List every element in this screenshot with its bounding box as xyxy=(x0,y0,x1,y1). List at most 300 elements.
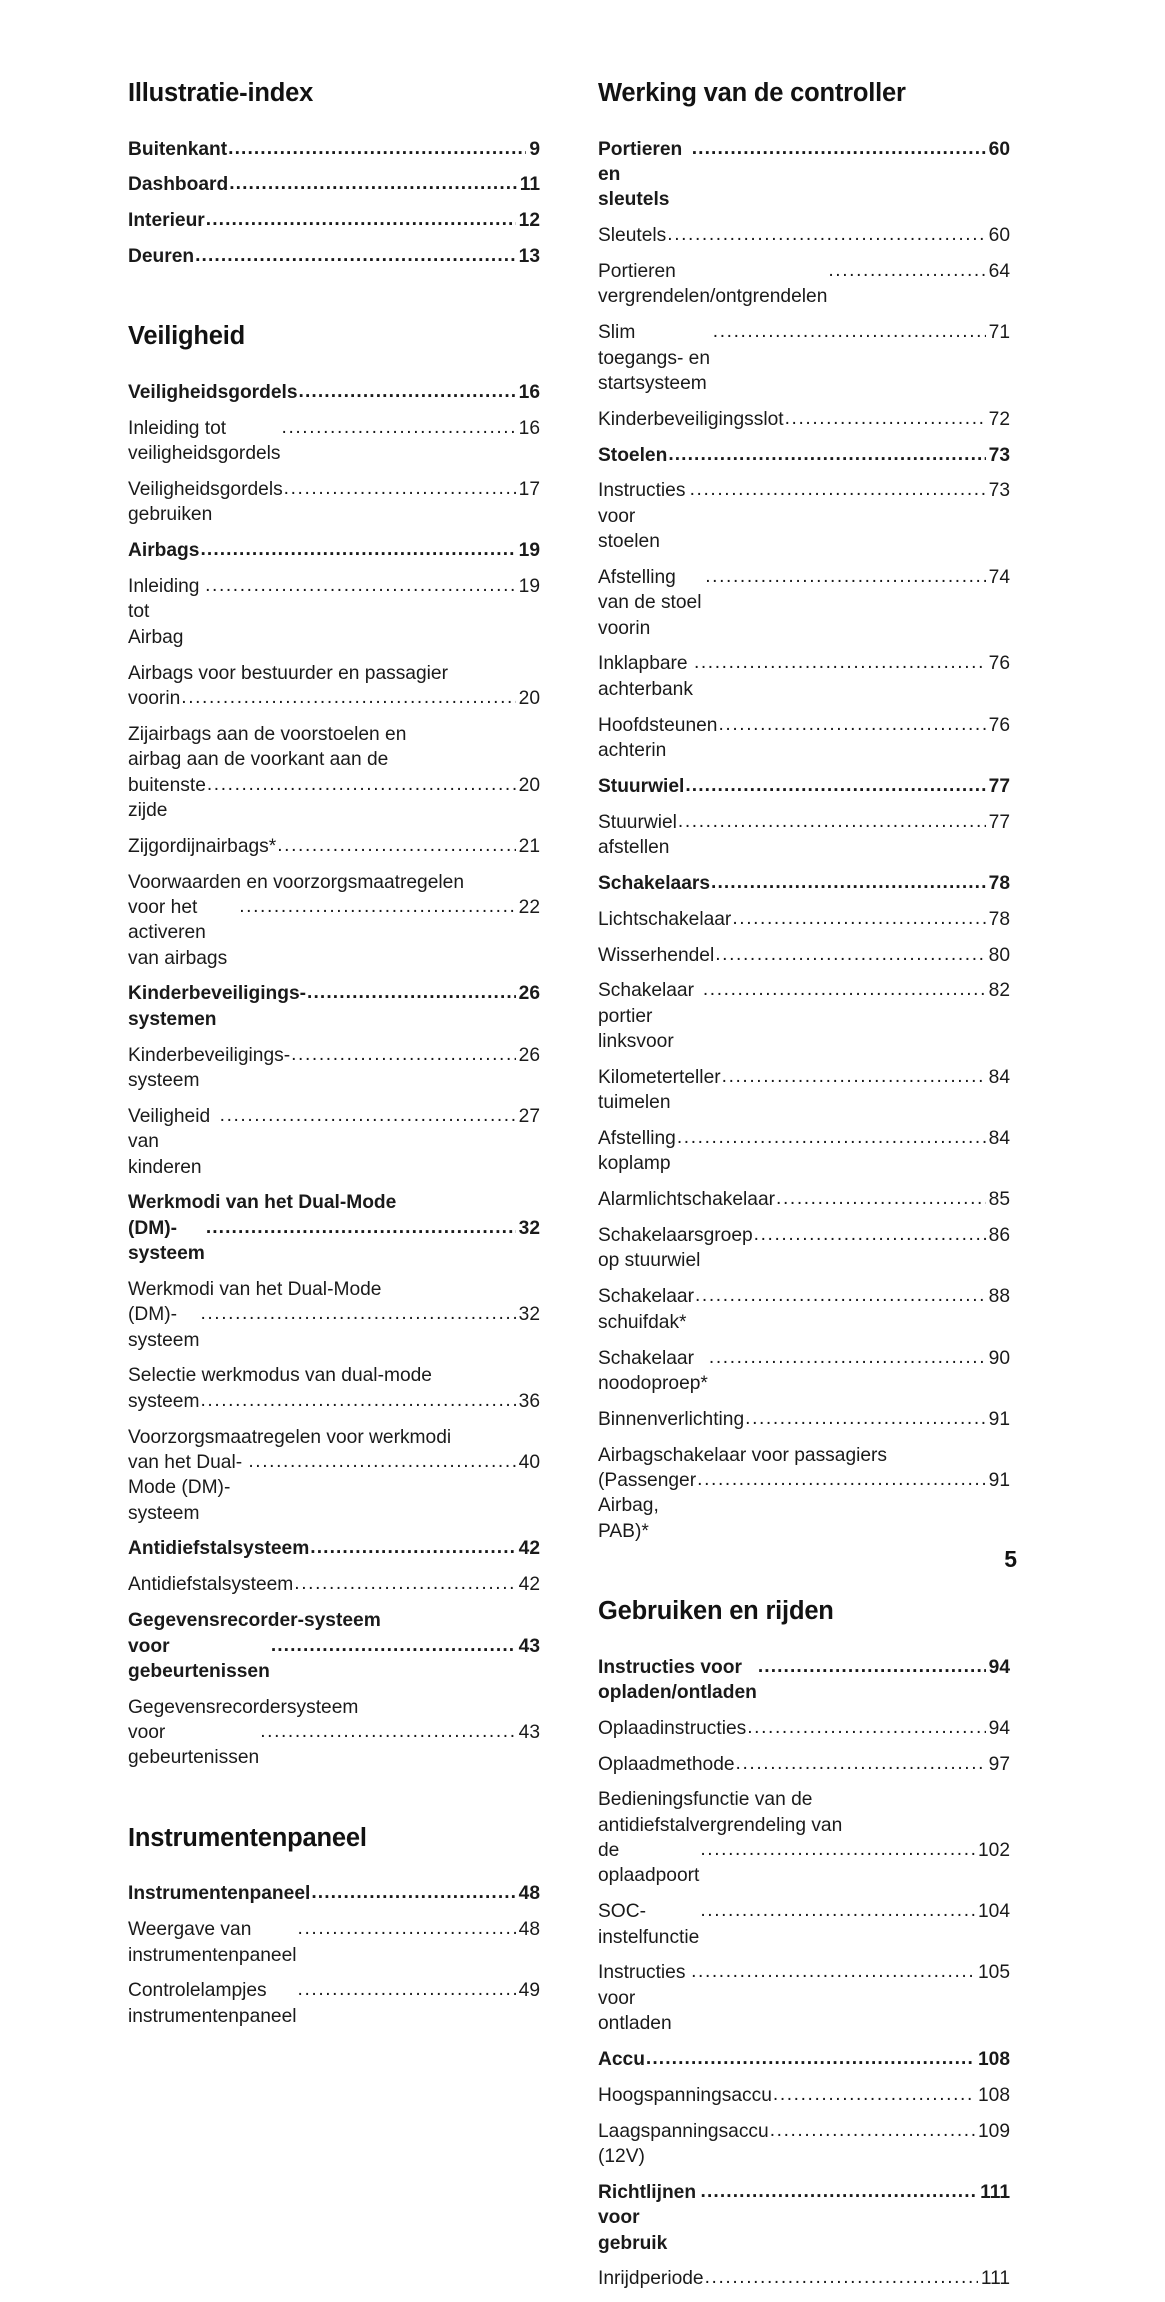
dot-leader xyxy=(291,1042,516,1067)
toc-entry-wisserhendel[interactable] xyxy=(598,943,1010,968)
dot-leader xyxy=(705,2265,978,2290)
toc-entry-row xyxy=(598,1407,1010,1432)
toc-entry-row xyxy=(128,1720,540,1771)
toc-entry-row xyxy=(128,1572,540,1597)
toc-section-instrumentenpaneel xyxy=(128,1823,540,2029)
toc-entry-label: Afstelling van de stoel voorin xyxy=(598,566,707,639)
toc-entry-label: van het Dual-Mode (DM)-systeem xyxy=(128,1451,243,1524)
dot-leader xyxy=(709,1345,986,1370)
dot-leader xyxy=(828,258,985,283)
toc-left-column xyxy=(128,78,540,2040)
toc-entry-page-number: 40 xyxy=(518,1451,540,1473)
toc-entry-label: Kilometerteller tuimelen xyxy=(598,1066,726,1114)
toc-entry-label: Airbags xyxy=(128,540,200,562)
dot-leader xyxy=(298,1916,516,1941)
dot-leader xyxy=(758,1654,986,1679)
toc-entry-row xyxy=(598,810,1010,861)
toc-entry-row xyxy=(128,1104,540,1180)
toc-entry-oplaadmethode[interactable] xyxy=(598,1752,1010,1777)
dot-leader xyxy=(700,1837,975,1862)
toc-entry-stuurwiel-afstellen[interactable] xyxy=(598,810,1010,861)
dot-leader xyxy=(711,870,986,895)
toc-entry-label-line: Werkmodi van het Dual-Mode xyxy=(128,1192,397,1214)
toc-entry-label: voor gebeurtenissen xyxy=(128,1722,260,1769)
toc-entry-label: Afstelling koplamp xyxy=(598,1128,682,1175)
toc-entry-label: voor gebeurtenissen xyxy=(128,1635,270,1682)
dot-leader xyxy=(732,906,985,931)
toc-entry-row xyxy=(598,774,1010,799)
toc-entry-inleiding-tot-airbag[interactable] xyxy=(128,574,540,650)
toc-entry-row xyxy=(598,871,1010,896)
toc-entry-list xyxy=(128,1881,540,2029)
toc-entry-page-number: 16 xyxy=(518,382,540,404)
dot-leader xyxy=(298,1977,516,2002)
toc-entry-row xyxy=(598,1838,1010,1889)
toc-entry-page-number: 73 xyxy=(988,480,1010,502)
toc-entry-schakelaarsgroep-op-stuurwiel[interactable] xyxy=(598,1223,1010,1274)
toc-entry-page-number: 77 xyxy=(988,775,1010,797)
dot-leader xyxy=(722,1064,986,1089)
toc-entry-soc-instelfunctie[interactable] xyxy=(598,1899,1010,1950)
toc-entry-label: voorin xyxy=(128,688,181,709)
toc-entry-row xyxy=(128,416,540,467)
toc-entry-portieren-vergrendelen-ontgrendelen[interactable] xyxy=(598,259,1010,310)
toc-entry-label: de oplaadpoort xyxy=(598,1840,700,1887)
toc-entry-inrijdperiode[interactable] xyxy=(598,2266,1010,2291)
dot-leader xyxy=(271,1633,516,1658)
toc-entry-inklapbare-achterbank[interactable] xyxy=(598,651,1010,702)
toc-entry-label: Oplaadmethode xyxy=(598,1753,735,1775)
toc-section-veiligheid xyxy=(128,321,540,1770)
toc-entry-airbags-voor-bestuurder-en-passagier-voorin[interactable] xyxy=(128,661,540,712)
dot-leader xyxy=(745,1406,986,1431)
toc-entry-row xyxy=(128,1389,540,1414)
toc-section-illustratie-index xyxy=(128,78,540,269)
dot-leader xyxy=(785,406,986,431)
toc-entry-page-number: 111 xyxy=(980,2268,1010,2290)
toc-entry-label: Alarmlichtschakelaar xyxy=(598,1189,776,1211)
toc-entry-page-number: 91 xyxy=(988,1408,1010,1430)
toc-entry-gegevensrecorder-systeem-voor-gebeurtenissen[interactable] xyxy=(128,1608,540,1684)
toc-entry-lichtschakelaar[interactable] xyxy=(598,907,1010,932)
toc-entry-page-number: 109 xyxy=(977,2120,1010,2142)
toc-entry-label: Schakelaar noodoproep* xyxy=(598,1347,708,1394)
toc-entry-page-number: 94 xyxy=(988,1656,1010,1678)
toc-entry-page-number: 85 xyxy=(988,1189,1010,1211)
toc-section-title: Veiligheid xyxy=(128,322,246,351)
toc-entry-schakelaar-schuifdak[interactable] xyxy=(598,1284,1010,1335)
toc-entry-row xyxy=(598,223,1010,248)
toc-entry-instructies-voor-stoelen[interactable] xyxy=(598,478,1010,554)
toc-entry-schakelaar-portier-linksvoor[interactable] xyxy=(598,978,1010,1054)
toc-entry-instructies-voor-opladen-ontladen[interactable] xyxy=(598,1655,1010,1706)
toc-entry-inleiding-tot-veiligheidsgordels[interactable] xyxy=(128,416,540,467)
toc-entry-page-number: 82 xyxy=(988,980,1010,1002)
toc-entry-label: Schakelaars xyxy=(598,872,711,894)
toc-entry-row xyxy=(598,1752,1010,1777)
toc-entry-controlelampjes-instrumentenpaneel[interactable] xyxy=(128,1978,540,2029)
dot-leader xyxy=(754,1222,986,1247)
toc-entry-page-number: 90 xyxy=(988,1347,1010,1369)
toc-entry-afstelling-koplamp[interactable] xyxy=(598,1126,1010,1177)
toc-entry-label: Instructies voor stoelen xyxy=(598,480,691,553)
toc-entry-row xyxy=(128,244,540,269)
toc-entry-row xyxy=(128,1881,540,1906)
toc-entry-stuurwiel[interactable] xyxy=(598,774,1010,799)
dot-leader xyxy=(677,1125,986,1150)
toc-entry-label-line: Airbags voor bestuurder en passagier xyxy=(128,662,448,684)
toc-entry-list xyxy=(128,137,540,270)
toc-entry-zijairbags-aan-de-voorstoelen-en-airbag-aan-de-v[interactable] xyxy=(128,722,540,823)
dot-leader xyxy=(667,222,985,247)
toc-entry-row xyxy=(598,1960,1010,2036)
toc-entry-binnenverlichting[interactable] xyxy=(598,1407,1010,1432)
toc-section-title: Illustratie-index xyxy=(128,79,314,107)
toc-entry-label: Instructies voor ontladen xyxy=(598,1962,691,2035)
toc-entry-page-number: 60 xyxy=(988,225,1010,247)
toc-entry-label: Stuurwiel xyxy=(598,775,685,797)
toc-entry-row xyxy=(598,943,1010,968)
dot-leader xyxy=(646,2046,975,2071)
dot-leader xyxy=(668,442,985,467)
toc-entry-page-number: 104 xyxy=(977,1901,1010,1923)
toc-entry-label: Kinderbeveiligings-systeem xyxy=(128,1044,291,1091)
toc-entry-portieren-en-sleutels[interactable] xyxy=(598,137,1010,213)
toc-entry-page-number: 94 xyxy=(988,1717,1010,1739)
toc-entry-row xyxy=(598,1655,1010,1706)
toc-entry-row xyxy=(598,1468,1010,1544)
toc-columns xyxy=(128,78,1017,2302)
toc-entry-row xyxy=(598,2266,1010,2291)
toc-section-title: Werking van de controller xyxy=(598,79,906,107)
toc-entry-page-number: 88 xyxy=(988,1286,1010,1308)
toc-entry-page-number: 102 xyxy=(977,1840,1010,1862)
dot-leader xyxy=(694,650,986,675)
toc-entry-slim-toegangs-en-startsysteem[interactable] xyxy=(598,320,1010,396)
toc-entry-page-number: 73 xyxy=(988,444,1010,466)
toc-entry-label: Antidiefstalsysteem xyxy=(128,1574,294,1596)
toc-entry-label: Stuurwiel afstellen xyxy=(598,811,683,858)
toc-entry-row xyxy=(598,320,1010,396)
dot-leader xyxy=(773,2082,975,2107)
toc-entry-page-number: 108 xyxy=(977,2084,1010,2106)
toc-entry-row xyxy=(598,2047,1010,2072)
toc-entry-row xyxy=(128,172,540,197)
toc-entry-list xyxy=(128,380,540,1771)
toc-entry-antidiefstalsysteem[interactable] xyxy=(128,1536,540,1561)
toc-entry-label: Weergave van instrumentenpaneel xyxy=(128,1919,297,1966)
toc-entry-page-number: 32 xyxy=(518,1304,540,1326)
toc-entry-row xyxy=(128,1978,540,2029)
toc-entry-label-line: Voorwaarden en voorzorgsmaatregelen xyxy=(128,871,464,893)
toc-entry-werkmodi-van-het-dual-mode-dm-systeem[interactable] xyxy=(128,1277,540,1353)
dot-leader xyxy=(195,243,516,268)
toc-entry-buitenkant[interactable] xyxy=(128,137,540,162)
toc-section-gebruiken-en-rijden xyxy=(598,1596,1010,2292)
toc-entry-page-number: 48 xyxy=(518,1919,540,1941)
toc-entry-page-number: 42 xyxy=(518,1538,540,1560)
toc-entry-label: Hoogspanningsaccu xyxy=(598,2084,772,2106)
toc-entry-airbagschakelaar-voor-passagiers-passenger-airba[interactable] xyxy=(598,1443,1010,1544)
toc-entry-page-number: 84 xyxy=(988,1128,1010,1150)
toc-entry-page-number: 42 xyxy=(518,1574,540,1596)
toc-entry-label: Kinderbeveiligingsslot xyxy=(598,408,784,430)
dot-leader xyxy=(678,809,986,834)
toc-entry-row xyxy=(128,1043,540,1094)
toc-entry-selectie-werkmodus-van-dual-mode-systeem[interactable] xyxy=(128,1363,540,1414)
toc-entry-page-number: 84 xyxy=(988,1066,1010,1088)
toc-entry-row xyxy=(598,2083,1010,2108)
toc-entry-veiligheidsgordels-gebruiken[interactable] xyxy=(128,477,540,528)
toc-entry-row xyxy=(128,1917,540,1968)
toc-entry-row xyxy=(598,478,1010,554)
toc-entry-page-number: 71 xyxy=(988,322,1010,344)
toc-entry-page-number: 26 xyxy=(518,1044,540,1066)
toc-entry-dashboard[interactable] xyxy=(128,172,540,197)
toc-entry-oplaadinstructies[interactable] xyxy=(598,1716,1010,1741)
toc-entry-label: Inleiding tot Airbag xyxy=(128,576,205,648)
toc-entry-label: SOC-instelfunctie xyxy=(598,1901,700,1948)
toc-entry-row xyxy=(598,1346,1010,1397)
toc-entry-label: Lichtschakelaar xyxy=(598,908,732,930)
toc-entry-row xyxy=(128,1536,540,1561)
toc-entry-kinderbeveiligingsslot[interactable] xyxy=(598,407,1010,432)
dot-leader xyxy=(691,1959,975,1984)
toc-entry-label: Veiligheidsgordels gebruiken xyxy=(128,479,289,526)
toc-entry-label: Sleutels xyxy=(598,225,667,247)
toc-entry-page-number: 76 xyxy=(988,714,1010,736)
dot-leader xyxy=(715,942,985,967)
toc-entry-label: Accu xyxy=(598,2048,645,2070)
toc-entry-hoofdsteunen-achterin[interactable] xyxy=(598,713,1010,764)
toc-entry-gegevensrecordersysteem-voor-gebeurtenissen[interactable] xyxy=(128,1695,540,1771)
toc-entry-afstelling-van-de-stoel-voorin[interactable] xyxy=(598,565,1010,641)
toc-entry-page-number: 76 xyxy=(988,653,1010,675)
toc-entry-label: Stoelen xyxy=(598,444,668,466)
toc-entry-page-number: 64 xyxy=(988,260,1010,282)
toc-entry-zijgordijnairbags[interactable] xyxy=(128,834,540,859)
dot-leader xyxy=(700,1898,975,1923)
dot-leader xyxy=(294,1571,515,1596)
toc-entry-label-line: Voorzorgsmaatregelen voor werkmodi xyxy=(128,1426,452,1448)
toc-entry-stoelen[interactable] xyxy=(598,443,1010,468)
toc-entry-row xyxy=(598,565,1010,641)
dot-leader xyxy=(705,564,985,589)
toc-entry-row xyxy=(598,2119,1010,2170)
toc-entry-label: Portieren vergrendelen/ontgrendelen xyxy=(598,260,828,308)
toc-entry-label: Zijgordijnairbags* xyxy=(128,835,277,857)
dot-leader xyxy=(770,2118,975,2143)
toc-entry-veiligheid-van-kinderen[interactable] xyxy=(128,1104,540,1180)
toc-entry-antidiefstalsysteem[interactable] xyxy=(128,1572,540,1597)
toc-entry-page-number: 111 xyxy=(980,2181,1010,2203)
dot-leader xyxy=(284,476,516,501)
toc-entry-page-number: 80 xyxy=(988,944,1010,966)
dot-leader xyxy=(695,1283,986,1308)
toc-entry-page-number: 12 xyxy=(518,210,540,232)
toc-entry-label-line: Gegevensrecorder-systeem xyxy=(128,1610,381,1632)
toc-entry-label: Kinderbeveiligings-systemen xyxy=(128,983,307,1030)
toc-entry-row xyxy=(598,713,1010,764)
toc-entry-richtlijnen-voor-gebruik[interactable] xyxy=(598,2180,1010,2256)
toc-entry-label: Slim toegangs- en startsysteem xyxy=(598,322,716,394)
toc-entry-page-number: 26 xyxy=(518,983,540,1005)
toc-entry-page-number: 49 xyxy=(518,1980,540,2002)
dot-leader xyxy=(692,136,986,161)
dot-leader xyxy=(690,477,986,502)
dot-leader xyxy=(207,772,516,797)
toc-entry-voorzorgsmaatregelen-voor-werkmodi-van-het-dual-[interactable] xyxy=(128,1425,540,1526)
toc-entry-label: voor het activeren van airbags xyxy=(128,896,228,969)
page-number-folio: 5 xyxy=(1004,1546,1017,1572)
toc-entry-page-number: 17 xyxy=(518,479,540,501)
toc-entry-weergave-van-instrumentenpaneel[interactable] xyxy=(128,1917,540,1968)
toc-entry-page-number: 9 xyxy=(529,138,540,160)
toc-section-title: Gebruiken en rijden xyxy=(598,1596,834,1625)
toc-entry-page-number: 86 xyxy=(988,1225,1010,1247)
dot-leader xyxy=(311,1880,515,1905)
toc-entry-bedieningsfunctie-van-de-antidiefstalvergrendeli[interactable] xyxy=(598,1787,1010,1888)
toc-section-werking-van-de-controller xyxy=(598,78,1010,1544)
toc-entry-row xyxy=(128,686,540,711)
toc-entry-page-number: 60 xyxy=(988,138,1010,160)
toc-entry-hoogspanningsaccu[interactable] xyxy=(598,2083,1010,2108)
toc-entry-label: Inklapbare achterbank xyxy=(598,653,693,700)
toc-entry-page-number: 27 xyxy=(518,1105,540,1127)
dot-leader xyxy=(228,136,526,161)
toc-entry-page-number: 20 xyxy=(518,688,540,709)
toc-entry-interieur[interactable] xyxy=(128,208,540,233)
toc-entry-page-number: 97 xyxy=(988,1753,1010,1775)
toc-entry-row xyxy=(128,773,540,824)
toc-entry-schakelaar-noodoproep[interactable] xyxy=(598,1346,1010,1397)
toc-entry-label: buitenste zijde xyxy=(128,774,212,821)
toc-entry-row xyxy=(128,538,540,563)
toc-entry-row xyxy=(598,259,1010,310)
toc-entry-page-number: 78 xyxy=(988,908,1010,930)
toc-entry-page-number: 11 xyxy=(519,174,540,196)
toc-entry-page-number: 43 xyxy=(518,1722,540,1744)
toc-entry-label-line: antidiefstalvergrendeling van xyxy=(598,1814,843,1836)
toc-entry-row xyxy=(128,574,540,650)
toc-entry-page-number: 74 xyxy=(988,566,1010,588)
dot-leader xyxy=(200,1388,515,1413)
toc-entry-row xyxy=(598,407,1010,432)
toc-entry-accu[interactable] xyxy=(598,2047,1010,2072)
dot-leader xyxy=(200,537,515,562)
toc-entry-row xyxy=(598,1126,1010,1177)
toc-entry-page-number: 36 xyxy=(518,1390,540,1412)
dot-leader xyxy=(206,207,516,232)
dot-leader xyxy=(701,2179,978,2204)
toc-entry-page-number: 108 xyxy=(977,2048,1010,2070)
toc-entry-label: Schakelaarsgroep op stuurwiel xyxy=(598,1225,759,1272)
dot-leader xyxy=(703,977,986,1002)
dot-leader xyxy=(205,573,516,598)
toc-entry-row xyxy=(128,477,540,528)
toc-entry-row xyxy=(128,834,540,859)
toc-entry-row xyxy=(598,978,1010,1054)
toc-entry-page-number: 91 xyxy=(988,1469,1010,1491)
toc-entry-kinderbeveiligings-systeem[interactable] xyxy=(128,1043,540,1094)
toc-entry-list xyxy=(598,137,1010,1544)
dot-leader xyxy=(307,980,516,1005)
dot-leader xyxy=(697,1467,985,1492)
toc-entry-label-line: Airbagschakelaar voor passagiers xyxy=(598,1444,888,1466)
toc-right-column xyxy=(598,78,1010,2302)
toc-entry-row xyxy=(598,1065,1010,1116)
dot-leader xyxy=(310,1535,515,1560)
toc-entry-schakelaars[interactable] xyxy=(598,871,1010,896)
toc-entry-label-line: Selectie werkmodus van dual-mode xyxy=(128,1365,432,1387)
toc-entry-airbags[interactable] xyxy=(128,538,540,563)
toc-entry-laagspanningsaccu-12v[interactable] xyxy=(598,2119,1010,2170)
toc-entry-label: (DM)-systeem xyxy=(128,1304,200,1351)
dot-leader xyxy=(260,1719,515,1744)
toc-entry-page-number: 43 xyxy=(518,1635,540,1657)
toc-entry-row xyxy=(128,1634,540,1685)
toc-entry-label: Laagspanningsaccu (12V) xyxy=(598,2120,775,2167)
toc-entry-alarmlichtschakelaar[interactable] xyxy=(598,1187,1010,1212)
toc-entry-label-line: Zijairbags aan de voorstoelen en xyxy=(128,723,407,745)
dot-leader xyxy=(685,773,985,798)
toc-entry-row xyxy=(598,1223,1010,1274)
toc-entry-page-number: 22 xyxy=(518,896,540,918)
toc-entry-page-number: 72 xyxy=(988,408,1010,430)
toc-entry-label-line: Werkmodi van het Dual-Mode xyxy=(128,1278,382,1300)
toc-entry-label: Inrijdperiode xyxy=(598,2268,704,2290)
toc-entry-kinderbeveiligings-systemen[interactable] xyxy=(128,981,540,1032)
toc-entry-kilometerteller-tuimelen[interactable] xyxy=(598,1065,1010,1116)
toc-entry-page-number: 19 xyxy=(518,576,540,598)
toc-entry-label: Instrumentenpaneel xyxy=(128,1883,311,1905)
toc-entry-label: Instructies voor opladen/ontladen xyxy=(598,1656,757,1703)
toc-entry-deuren[interactable] xyxy=(128,244,540,269)
toc-entry-label: Wisserhendel xyxy=(598,944,715,966)
toc-entry-row xyxy=(598,443,1010,468)
toc-entry-page-number: 21 xyxy=(518,835,540,857)
toc-entry-row xyxy=(128,380,540,405)
dot-leader xyxy=(277,833,515,858)
toc-entry-werkmodi-van-het-dual-mode-dm-systeem[interactable] xyxy=(128,1190,540,1266)
toc-entry-instrumentenpaneel[interactable] xyxy=(128,1881,540,1906)
toc-entry-label: Hoofdsteunen achterin xyxy=(598,714,723,761)
dot-leader xyxy=(229,171,516,196)
toc-entry-instructies-voor-ontladen[interactable] xyxy=(598,1960,1010,2036)
toc-entry-row xyxy=(598,2180,1010,2256)
toc-entry-label-line: airbag aan de voorkant aan de xyxy=(128,749,389,771)
toc-entry-veiligheidsgordels[interactable] xyxy=(128,380,540,405)
toc-entry-label: Binnenverlichting xyxy=(598,1408,745,1430)
dot-leader xyxy=(713,319,986,344)
toc-entry-page-number: 19 xyxy=(518,540,540,562)
toc-entry-row xyxy=(598,1187,1010,1212)
toc-entry-label: Antidiefstalsysteem xyxy=(128,1538,310,1560)
toc-entry-row xyxy=(128,137,540,162)
toc-entry-label: Schakelaar schuifdak* xyxy=(598,1286,700,1333)
dot-leader xyxy=(718,712,985,737)
dot-leader xyxy=(248,1449,515,1474)
toc-entry-label: Deuren xyxy=(128,246,195,268)
toc-entry-row xyxy=(128,1302,540,1353)
toc-entry-sleutels[interactable] xyxy=(598,223,1010,248)
toc-entry-row xyxy=(598,1284,1010,1335)
dot-leader xyxy=(239,894,515,919)
dot-leader xyxy=(736,1751,986,1776)
toc-entry-page-number: 20 xyxy=(518,774,540,796)
toc-entry-label: Inleiding tot veiligheidsgordels xyxy=(128,417,281,465)
toc-entry-voorwaarden-en-voorzorgsmaatregelen-voor-het-act[interactable] xyxy=(128,870,540,971)
